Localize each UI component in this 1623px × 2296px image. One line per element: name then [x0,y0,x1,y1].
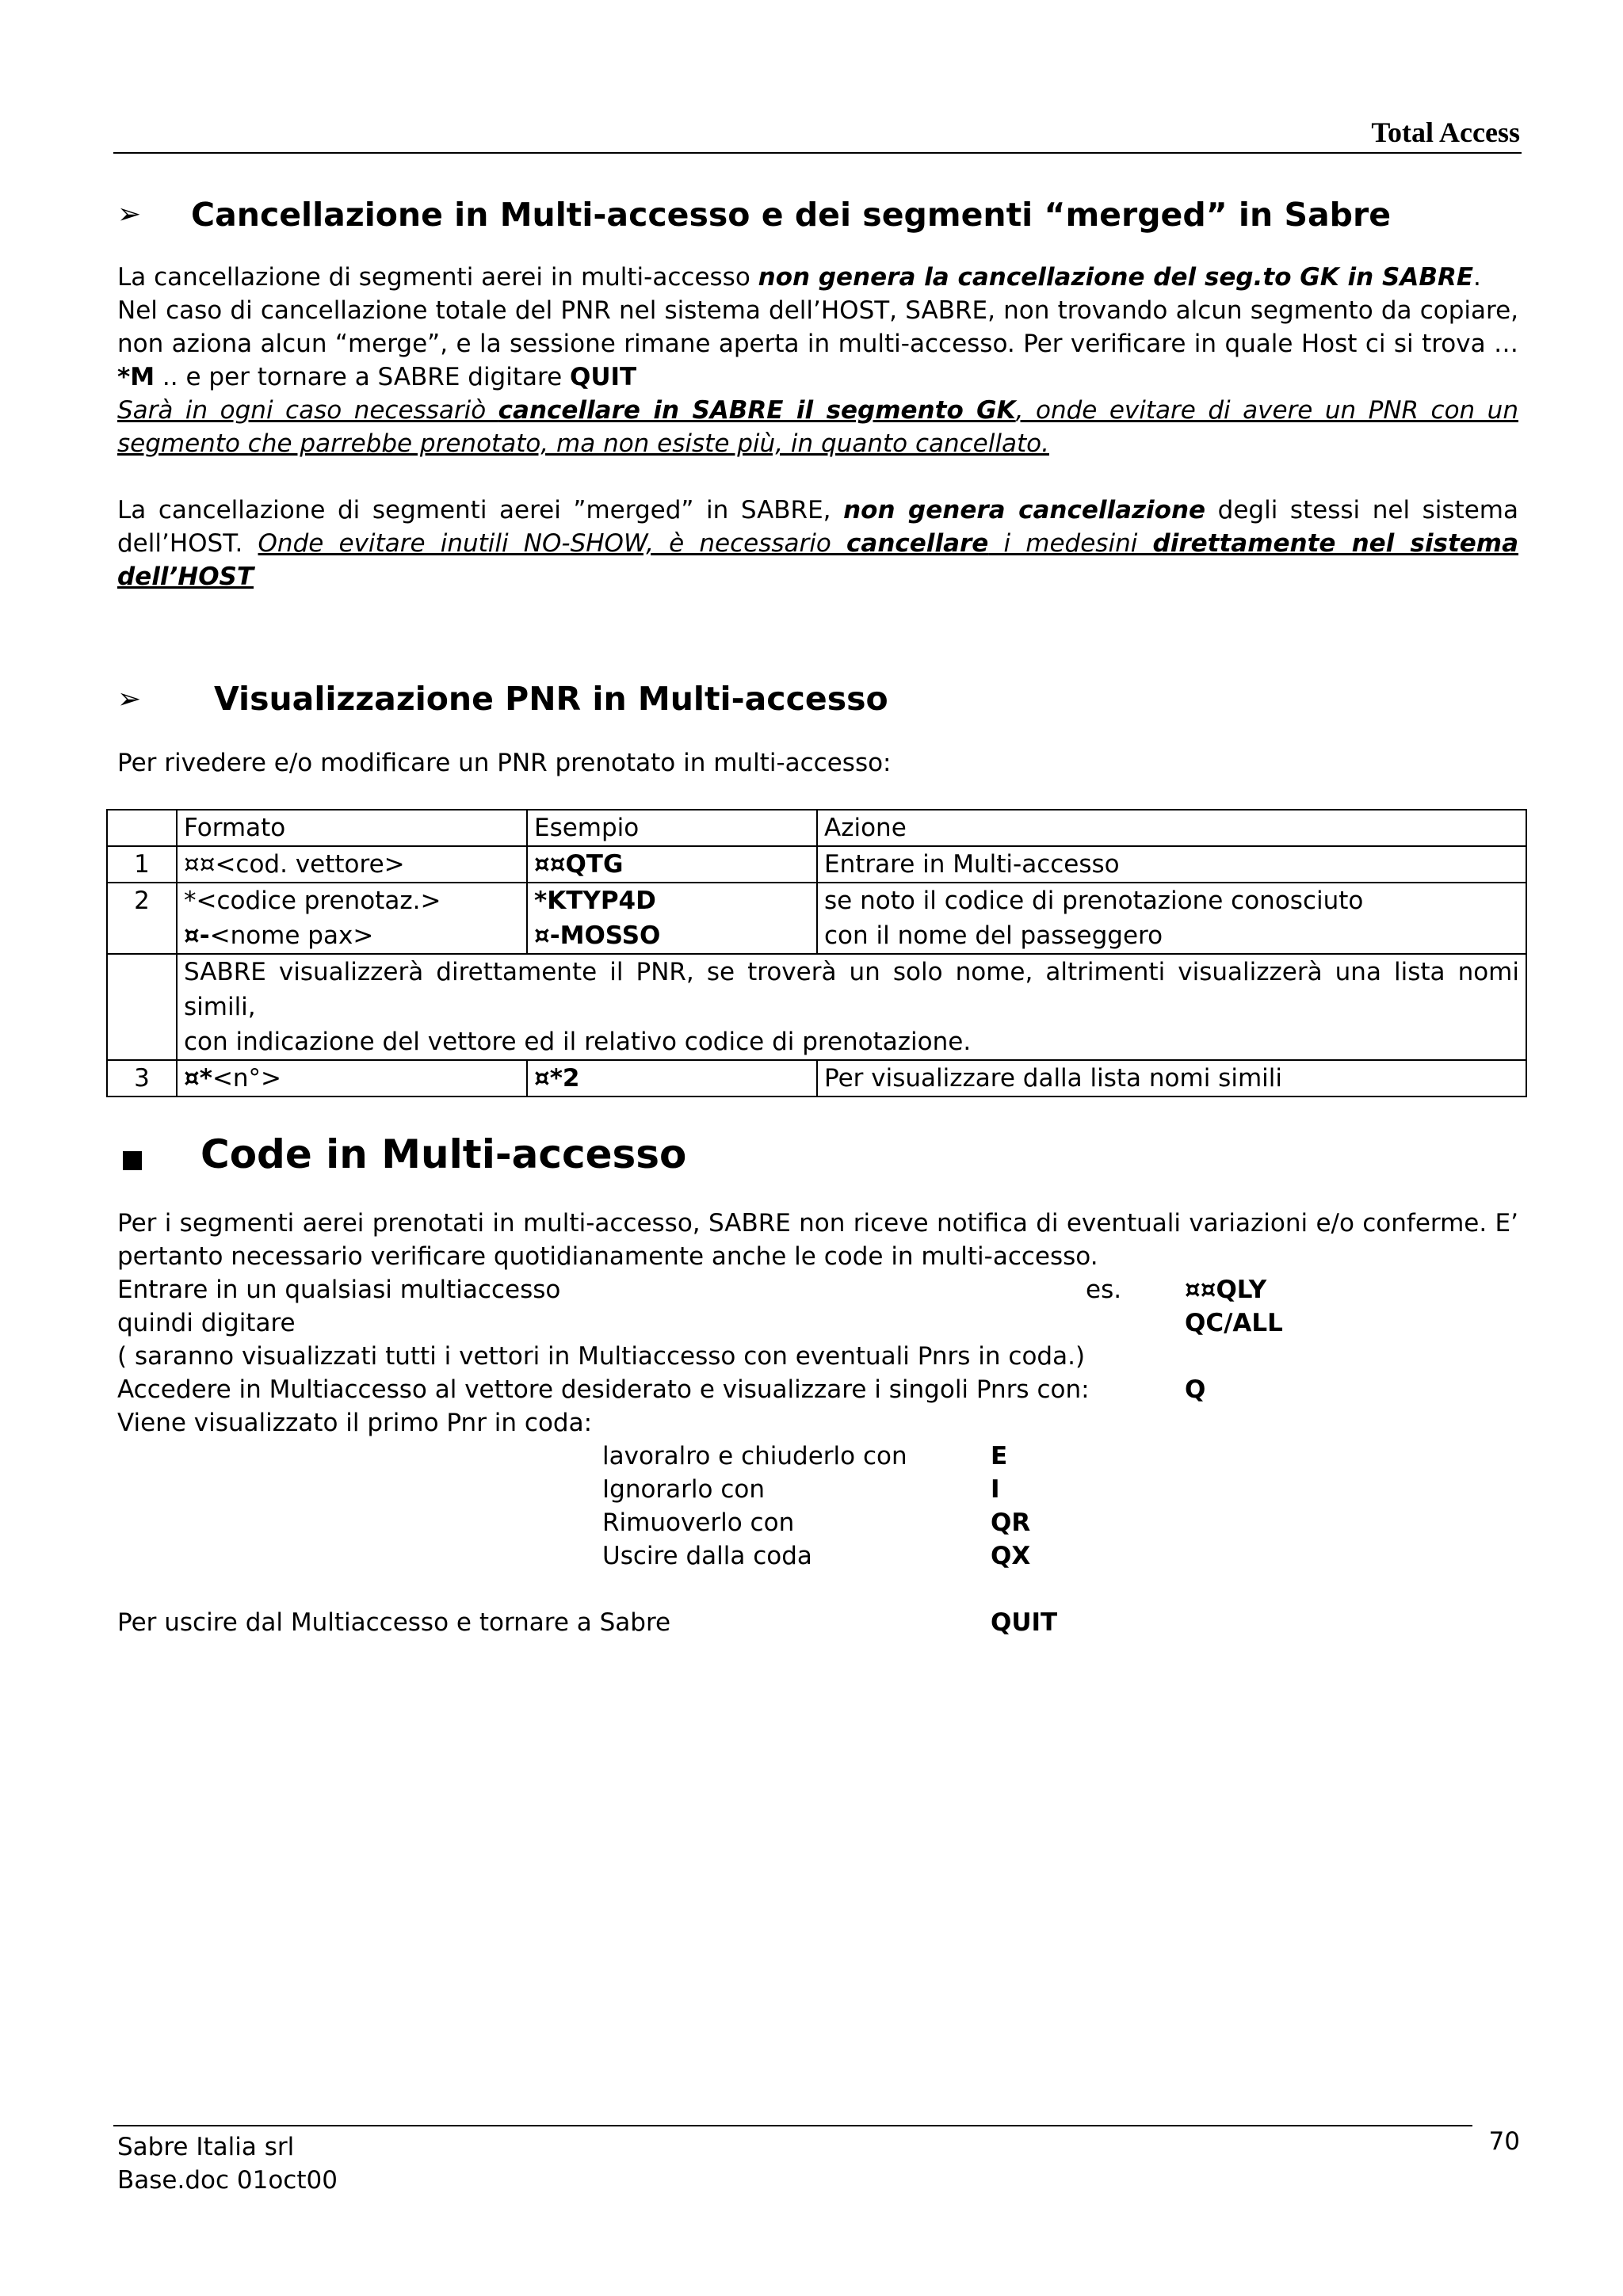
section1-p1-line1: La cancellazione di segmenti aerei in multi-accesso non genera la cancellazione del seg.to GK in SABRE. [117,263,1481,292]
table-cell [107,810,177,846]
step5-text: Viene visualizzato il primo Pnr in coda: [117,1409,593,1437]
queue-action-command: E [991,1442,1008,1470]
footer-company: Sabre Italia srl [117,2133,295,2161]
table-cell-esempio: *KTYP4D ¤-MOSSO [527,883,817,954]
arrow-bullet-icon: ➢ [117,198,142,231]
queue-action-label: Ignorarlo con [602,1475,766,1504]
step3-text: ( saranno visualizzati tutti i vettori in Multiaccesso con eventuali Pnrs in coda.) [117,1342,1086,1371]
section1-heading: Cancellazione in Multi-accesso e dei segmenti “merged” in Sabre [191,196,1392,234]
section1-p1-line4: *M .. e per tornare a SABRE digitare QUIT [117,363,637,391]
section3-p-line2: pertanto necessario verificare quotidianamente anche le code in multi-accesso. [117,1242,1098,1271]
footer-doc: Base.doc 01oct00 [117,2166,338,2195]
table-row [107,1060,1526,1097]
table-cell-formato: ¤¤<cod. vettore> [177,846,527,883]
page-number: 70 [1488,2127,1520,2156]
arrow-bullet-icon: ➢ [117,683,142,715]
queue-action-label: lavoralro e chiuderlo con [602,1442,907,1470]
queue-action-command: QR [991,1508,1031,1537]
section1-p2-line1: La cancellazione di segmenti aerei ”merged” in SABRE, non genera cancellazione degli stessi nel sistema [117,496,1518,524]
table-row [107,883,1526,954]
step1-es: es. [1086,1276,1122,1304]
section2-heading: Visualizzazione PNR in Multi-accesso [214,680,888,718]
header-rule [113,152,1522,154]
footer-rule [113,2125,1472,2126]
table-note: SABRE visualizzerà direttamente il PNR, se troverà un solo nome, altrimenti visualizzerà una lista nomi simili, con indicazione del vettore ed il relativo codice di prenotazione. [177,954,1526,1060]
table-cell-num: 2 [107,883,177,954]
exit-command: QUIT [991,1608,1058,1637]
table-cell [107,954,177,1060]
table-cell-num: 3 [107,1060,177,1097]
table-header-esempio: Esempio [527,810,817,846]
step1-command: ¤¤QLY [1185,1276,1267,1304]
table-cell-azione: se noto il codice di prenotazione conosciuto con il nome del passeggero [817,883,1526,954]
queue-action-command: QX [991,1542,1031,1570]
section3-p-line1: Per i segmenti aerei prenotati in multi-accesso, SABRE non riceve notifica di eventuali variazioni e/o conferme. E’ [117,1209,1518,1238]
step2-command: QC/ALL [1185,1309,1283,1337]
queue-action-command: I [991,1475,1000,1504]
step1-text: Entrare in un qualsiasi multiaccesso [117,1276,561,1304]
table-cell-azione: Per visualizzare dalla lista nomi simili [817,1060,1526,1097]
table-cell-formato: *<codice prenotaz.> ¤-<nome pax> [177,883,527,954]
queue-action-label: Uscire dalla coda [602,1542,812,1570]
table-header-row [107,810,1526,846]
table-header-azione: Azione [817,810,1526,846]
table-header-formato: Formato [177,810,527,846]
running-header-title: Total Access [1371,116,1520,148]
exit-label: Per uscire dal Multiaccesso e tornare a Sabre [117,1608,671,1637]
section1-p1-line6: segmento che parrebbe prenotato, ma non esiste più, in quanto cancellato. [117,429,1049,458]
section2-intro: Per rivedere e/o modificare un PNR prenotato in multi-accesso: [117,749,892,777]
table-cell-formato: ¤*<n°> [177,1060,527,1097]
section1-p1-line2: Nel caso di cancellazione totale del PNR nel sistema dell’HOST, SABRE, non trovando alcun segmento da copiare, [117,296,1518,325]
table-cell-esempio: ¤*2 [527,1060,817,1097]
step2-text: quindi digitare [117,1309,296,1337]
table-cell-esempio: ¤¤QTG [527,846,817,883]
table-cell-num: 1 [107,846,177,883]
section1-p1-line5: Sarà in ogni caso necessariò cancellare in SABRE il segmento GK, onde evitare di avere un PNR con un [117,396,1518,425]
table-cell-azione: Entrare in Multi-accesso [817,846,1526,883]
section1-p1-line3: non aziona alcun “merge”, e la sessione rimane aperta in multi-accesso. Per verificare in quale Host ci si trova … [117,330,1518,358]
queue-action-label: Rimuoverlo con [602,1508,795,1537]
section1-p2-line2: dell’HOST. Onde evitare inutili NO-SHOW, è necessario cancellare i medesini direttamente nel sistema [117,529,1519,558]
section3-heading: Code in Multi-accesso [200,1131,687,1177]
table-row [107,846,1526,883]
table-note-row [107,954,1526,1060]
section1-p2-line3: dell’HOST [117,563,254,591]
step4-text: Accedere in Multiaccesso al vettore desiderato e visualizzare i singoli Pnrs con: [117,1375,1090,1404]
pnr-format-table [106,809,1527,1097]
step4-command: Q [1185,1375,1206,1404]
square-bullet-icon [123,1151,142,1170]
